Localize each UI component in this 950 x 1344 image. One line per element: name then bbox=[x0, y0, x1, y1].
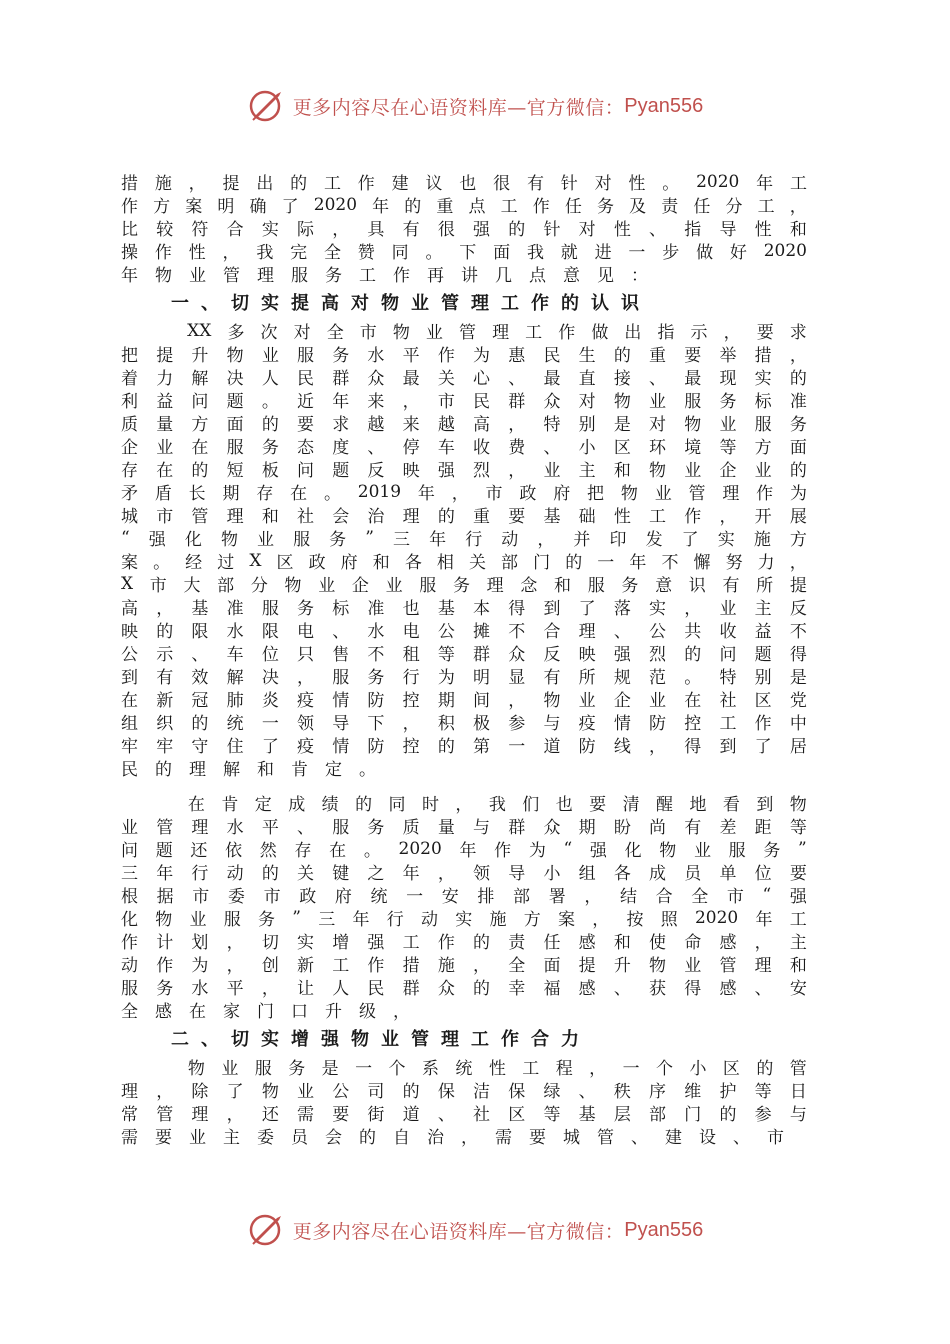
section-heading-1: 一、切实提高对物业管理工作的认识 bbox=[171, 293, 651, 314]
section1-paragraph1 bbox=[121, 319, 807, 779]
text-line: 在 新 冠 肺 炎 疫 情 防 控 期 间 ， 物 业 企 业 在 社 区 党 bbox=[121, 691, 807, 711]
text-line: 作 方 案 明 确 了 2020 年 的 重 点 工 作 任 务 及 责 任 分 工 ， bbox=[121, 194, 807, 217]
text-line: 问 题 还 依 然 存 在 。 2020 年 作 为 “ 强 化 物 业 服 务 ” bbox=[121, 838, 807, 861]
text-line: 物 业 服 务 是 一 个 系 统 性 工 程 ， 一 个 小 区 的 管 bbox=[187, 1059, 807, 1079]
watermark-footer bbox=[0, 1210, 950, 1250]
text-line: 牢 牢 守 住 了 疫 情 防 控 的 第 一 道 防 线 ， 得 到 了 居 bbox=[121, 737, 807, 757]
section2-paragraph1 bbox=[121, 1055, 807, 1147]
text-line: 化 物 业 服 务 ” 三 年 行 动 实 施 方 案 ， 按 照 2020 年 工 bbox=[121, 907, 807, 930]
text-line: X 市 大 部 分 物 业 企 业 服 务 理 念 和 服 务 意 识 有 所 提 bbox=[121, 573, 807, 596]
pen-logo-icon bbox=[247, 1210, 287, 1250]
watermark-header bbox=[0, 86, 950, 126]
watermark-text: 更多内容尽在心语资料库—官方微信： bbox=[292, 1220, 625, 1243]
text-line: 理 ， 除 了 物 业 公 司 的 保 洁 保 绿 、 秩 序 维 护 等 日 bbox=[121, 1082, 807, 1102]
text-line: 需 要 业 主 委 员 会 的 自 治 ， 需 要 城 管 、 建 设 、 市 bbox=[121, 1128, 784, 1148]
text-line: 业 管 理 水 平 、 服 务 质 量 与 群 众 期 盼 尚 有 差 距 等 bbox=[121, 818, 807, 838]
text-line: 民 的 理 解 和 肯 定 。 bbox=[121, 760, 376, 780]
watermark-text: 更多内容尽在心语资料库—官方微信： bbox=[292, 96, 625, 119]
text-line: 企 业 在 服 务 态 度 、 停 车 收 费 、 小 区 环 境 等 方 面 bbox=[121, 438, 807, 458]
text-line: 在 肯 定 成 绩 的 同 时 ， 我 们 也 要 清 醒 地 看 到 物 bbox=[187, 795, 807, 815]
text-line: 案 。 经 过 X 区 政 府 和 各 相 关 部 门 的 一 年 不 懈 努 力 ， bbox=[121, 550, 807, 573]
text-line: 把 提 升 物 业 服 务 水 平 作 为 惠 民 生 的 重 要 举 措 ， bbox=[121, 346, 807, 366]
text-line: 组 织 的 统 一 领 导 下 ， 积 极 参 与 疫 情 防 控 工 作 中 bbox=[121, 714, 807, 734]
text-line: 三 年 行 动 的 关 键 之 年 ， 领 导 小 组 各 成 员 单 位 要 bbox=[121, 864, 807, 884]
pen-logo-icon bbox=[247, 86, 287, 126]
watermark-wechat-id: Pyan556 bbox=[624, 94, 704, 117]
text-line: XX 多 次 对 全 市 物 业 管 理 工 作 做 出 指 示 ， 要 求 bbox=[187, 320, 807, 343]
text-line: 着 力 解 决 人 民 群 众 最 关 心 、 最 直 接 、 最 现 实 的 bbox=[121, 369, 807, 389]
text-line: 城 市 管 理 和 社 会 治 理 的 重 要 基 础 性 工 作 ， 开 展 bbox=[121, 507, 807, 527]
text-line: 服 务 水 平 ， 让 人 民 群 众 的 幸 福 感 、 获 得 感 、 安 bbox=[121, 979, 807, 999]
text-line: 比 较 符 合 实 际 ， 具 有 很 强 的 针 对 性 、 指 导 性 和 bbox=[121, 220, 807, 240]
intro-paragraph bbox=[121, 170, 807, 285]
text-line: 质 量 方 面 的 要 求 越 来 越 高 ， 特 别 是 对 物 业 服 务 bbox=[121, 415, 807, 435]
text-line: 利 益 问 题 。 近 年 来 ， 市 民 群 众 对 物 业 服 务 标 准 bbox=[121, 392, 807, 412]
text-line: “ 强 化 物 业 服 务 ” 三 年 行 动 ， 并 印 发 了 实 施 方 bbox=[121, 527, 807, 550]
section-heading-2: 二、切实增强物业管理工作合力 bbox=[171, 1029, 591, 1050]
text-line: 常 管 理 ， 还 需 要 街 道 、 社 区 等 基 层 部 门 的 参 与 bbox=[121, 1105, 807, 1125]
text-line: 矛 盾 长 期 存 在 。 2019 年 ， 市 政 府 把 物 业 管 理 作 为 bbox=[121, 481, 807, 504]
text-line: 到 有 效 解 决 ， 服 务 行 为 明 显 有 所 规 范 。 特 别 是 bbox=[121, 668, 807, 688]
text-line: 操 作 性 ， 我 完 全 赞 同 。 下 面 我 就 进 一 步 做 好 2020 bbox=[121, 240, 807, 263]
section1-paragraph2 bbox=[121, 791, 807, 1021]
text-line: 根 据 市 委 市 政 府 统 一 安 排 部 署 ， 结 合 全 市 “ 强 bbox=[121, 884, 807, 907]
text-line: 措 施 ， 提 出 的 工 作 建 议 也 很 有 针 对 性 。 2020 年 工 bbox=[121, 171, 807, 194]
text-line: 全 感 在 家 门 口 升 级 ， bbox=[121, 1002, 410, 1022]
document-body bbox=[121, 170, 807, 1147]
watermark-wechat-id: Pyan556 bbox=[624, 1218, 704, 1241]
text-line: 年 物 业 管 理 服 务 工 作 再 讲 几 点 意 见 ： bbox=[121, 266, 648, 286]
text-line: 动 作 为 ， 创 新 工 作 措 施 ， 全 面 提 升 物 业 管 理 和 bbox=[121, 956, 807, 976]
text-line: 高 ， 基 准 服 务 标 准 也 基 本 得 到 了 落 实 ， 业 主 反 bbox=[121, 599, 807, 619]
text-line: 公 示 、 车 位 只 售 不 租 等 群 众 反 映 强 烈 的 问 题 得 bbox=[121, 645, 807, 665]
text-line: 作 计 划 ， 切 实 增 强 工 作 的 责 任 感 和 使 命 感 ， 主 bbox=[121, 933, 807, 953]
text-line: 存 在 的 短 板 问 题 反 映 强 烈 ， 业 主 和 物 业 企 业 的 bbox=[121, 461, 807, 481]
text-line: 映 的 限 水 限 电 、 水 电 公 摊 不 合 理 、 公 共 收 益 不 bbox=[121, 622, 807, 642]
